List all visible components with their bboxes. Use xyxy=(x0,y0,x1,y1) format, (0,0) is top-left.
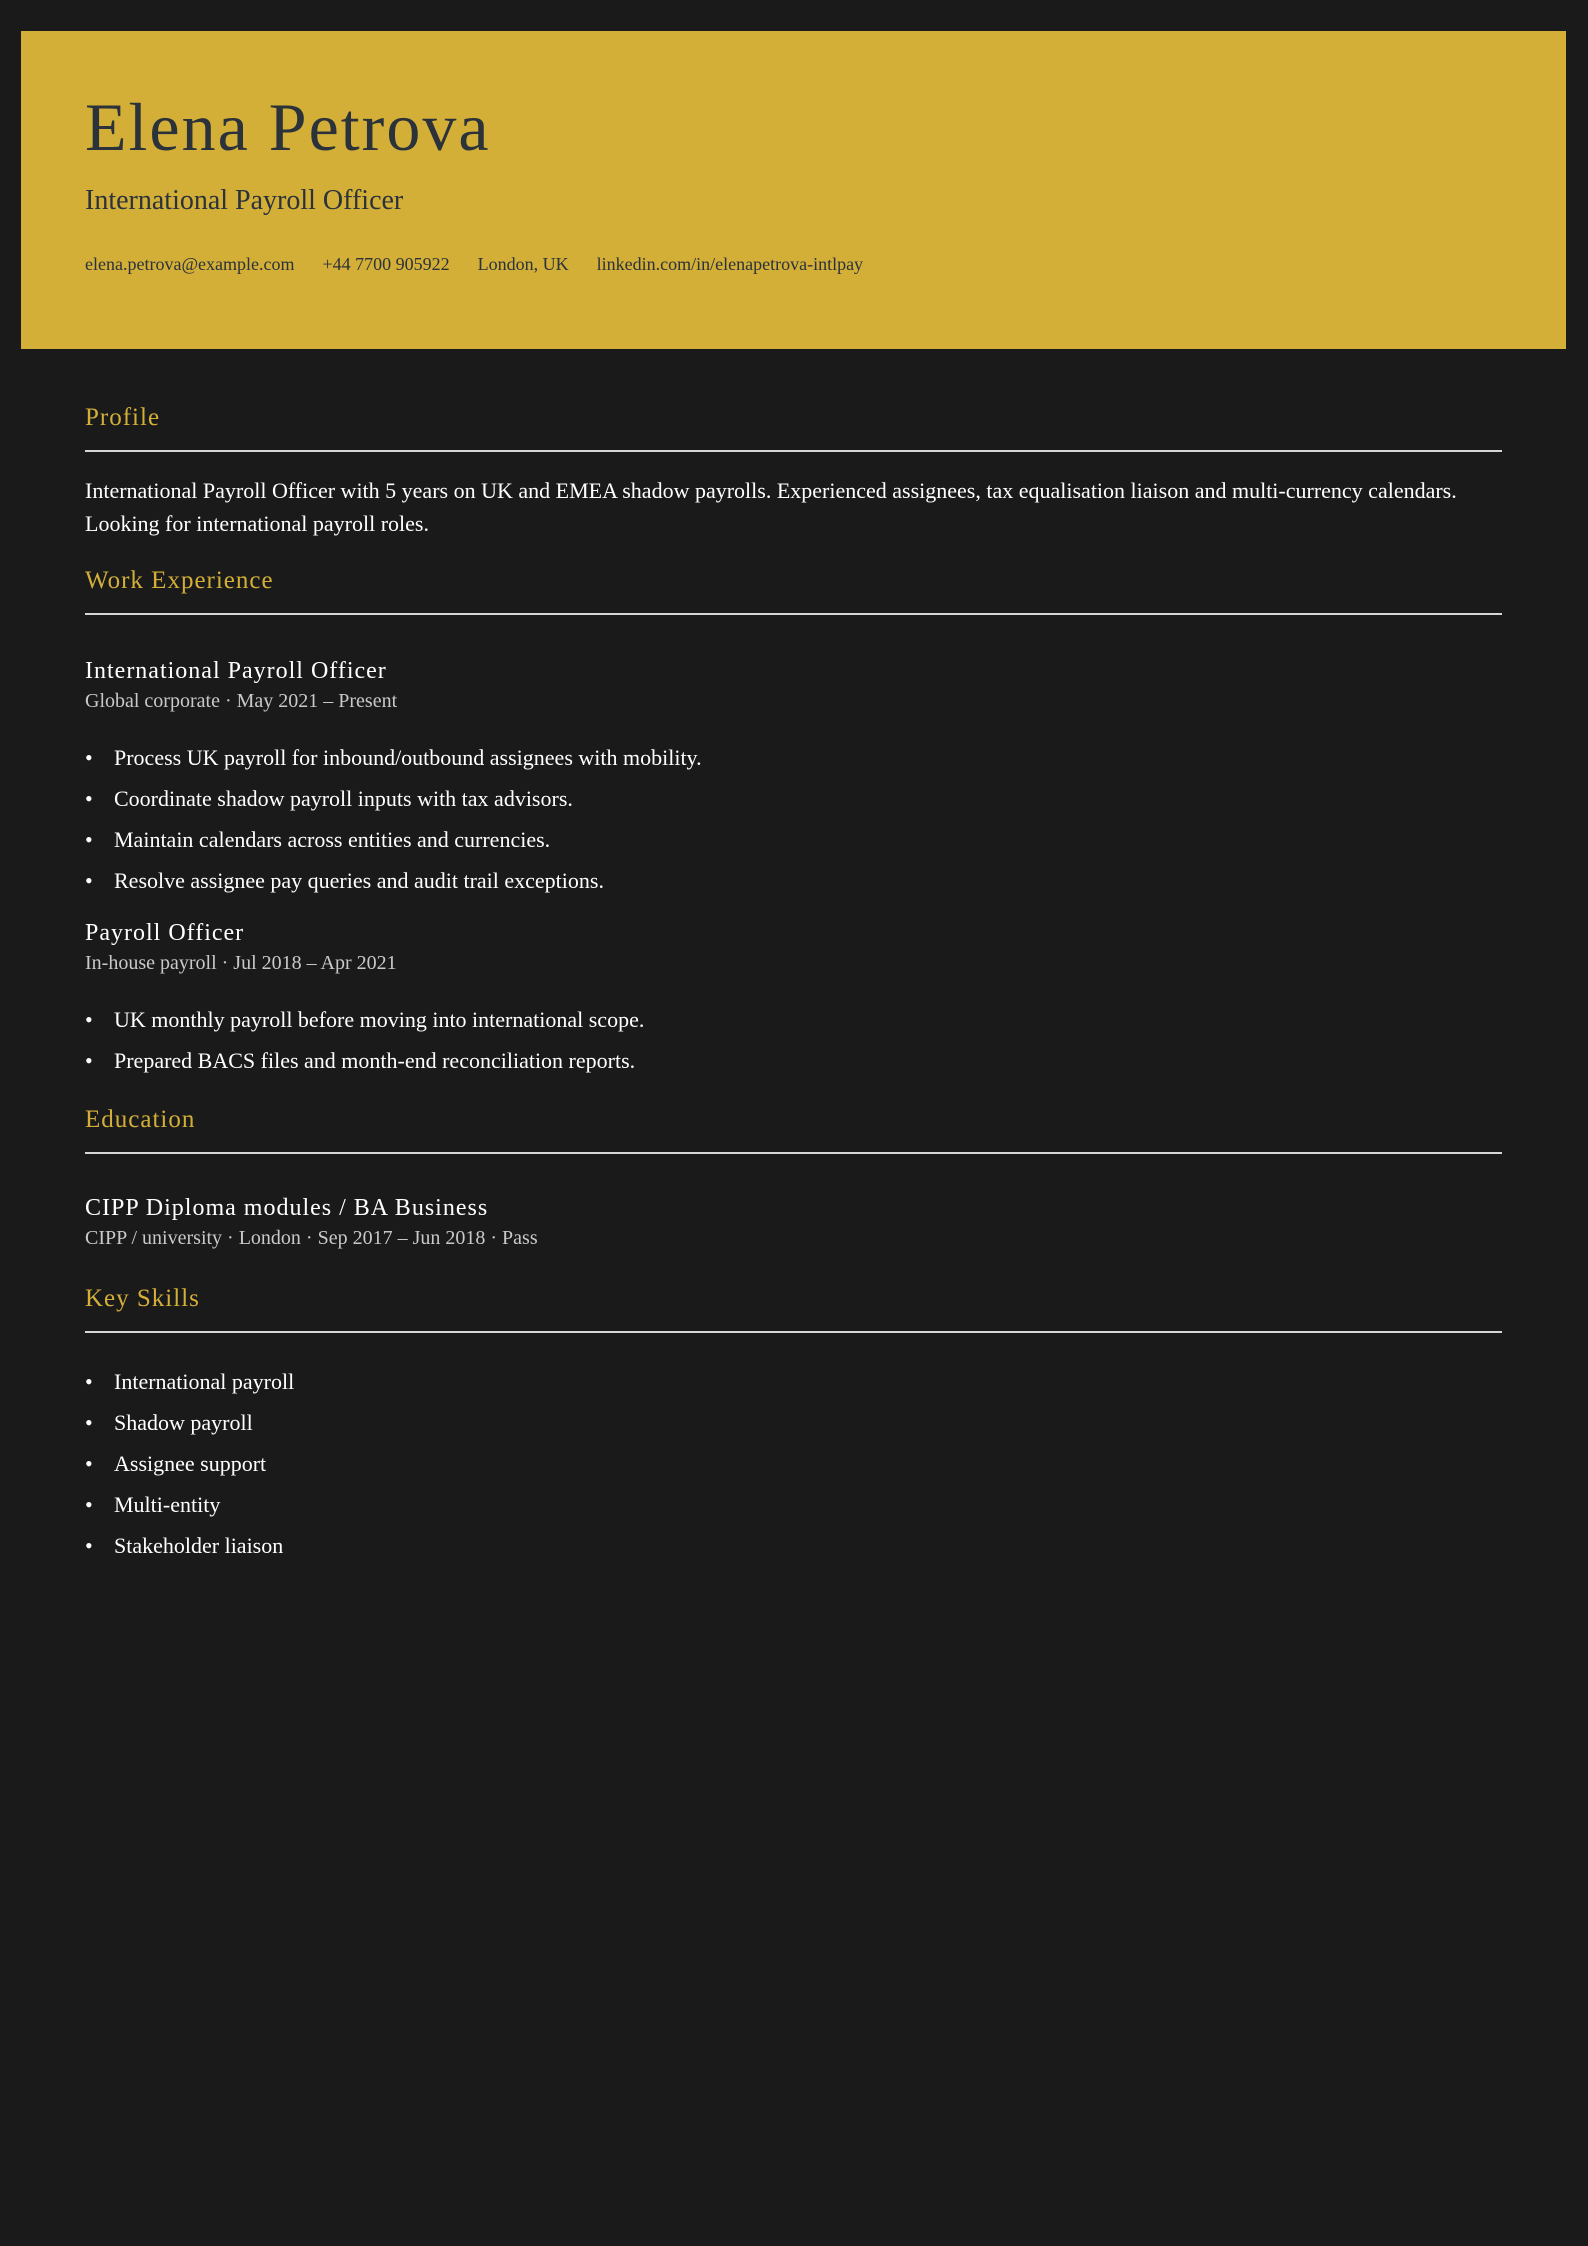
bullet-item: • Maintain calendars across entities and currencies. xyxy=(85,819,1502,860)
bullet-item: • Process UK payroll for inbound/outbound assignees with mobility. xyxy=(85,737,1502,778)
section-title-experience: Work Experience xyxy=(85,567,274,594)
experience-section xyxy=(85,568,1502,1081)
skill-item: • Stakeholder liaison xyxy=(85,1525,1502,1566)
header-banner xyxy=(21,31,1566,349)
section-title-profile: Profile xyxy=(85,404,161,431)
candidate-name: Elena Petrova xyxy=(85,89,491,165)
section-divider xyxy=(85,1331,1502,1333)
section-divider xyxy=(85,450,1502,452)
section-divider xyxy=(85,613,1502,615)
profile-section xyxy=(85,405,1502,540)
section-divider xyxy=(85,1152,1502,1154)
skill-item: • Shadow payroll xyxy=(85,1402,1502,1443)
skills-section xyxy=(85,1286,1502,1566)
degree-title: CIPP Diploma modules / BA Business xyxy=(85,1195,489,1221)
candidate-role: International Payroll Officer xyxy=(85,185,404,216)
job-entry xyxy=(85,921,1502,1081)
contact-line xyxy=(85,255,863,273)
job-meta: Global corporate · May 2021 – Present xyxy=(85,690,398,712)
skill-item: • International payroll xyxy=(85,1361,1502,1402)
job-title: International Payroll Officer xyxy=(85,658,387,684)
section-title-education: Education xyxy=(85,1106,196,1133)
contact-linkedin[interactable]: linkedin.com/in/elenapetrova-intlpay xyxy=(596,254,864,274)
contact-phone[interactable]: +44 7700 905922 xyxy=(322,254,450,274)
bullet-item: • Coordinate shadow payroll inputs with tax advisors. xyxy=(85,778,1502,819)
bullet-item: • UK monthly payroll before moving into international scope. xyxy=(85,999,1502,1040)
bullet-item: • Prepared BACS files and month-end reconciliation reports. xyxy=(85,1040,1502,1081)
skill-item: • Multi-entity xyxy=(85,1484,1502,1525)
education-meta: CIPP / university · London · Sep 2017 – Jun 2018 · Pass xyxy=(85,1227,538,1249)
job-meta: In-house payroll · Jul 2018 – Apr 2021 xyxy=(85,952,397,974)
skills-list xyxy=(85,1361,1502,1566)
bullet-item: • Resolve assignee pay queries and audit trail exceptions. xyxy=(85,860,1502,901)
job-bullets xyxy=(85,999,1502,1081)
job-title: Payroll Officer xyxy=(85,920,245,946)
contact-location: London, UK xyxy=(477,254,569,274)
education-section xyxy=(85,1107,1502,1248)
job-entry xyxy=(85,659,1502,901)
education-entry xyxy=(85,1196,1502,1248)
skill-item: • Assignee support xyxy=(85,1443,1502,1484)
job-bullets xyxy=(85,737,1502,901)
section-title-skills: Key Skills xyxy=(85,1285,200,1312)
profile-text: International Payroll Officer with 5 years on UK and EMEA shadow payrolls. Experienced assignees, tax equalisation liaison and multi-currency calendars. Looking for international payroll roles. xyxy=(85,478,1457,536)
contact-email[interactable]: elena.petrova@example.com xyxy=(85,254,295,274)
resume-body xyxy=(85,405,1502,1566)
